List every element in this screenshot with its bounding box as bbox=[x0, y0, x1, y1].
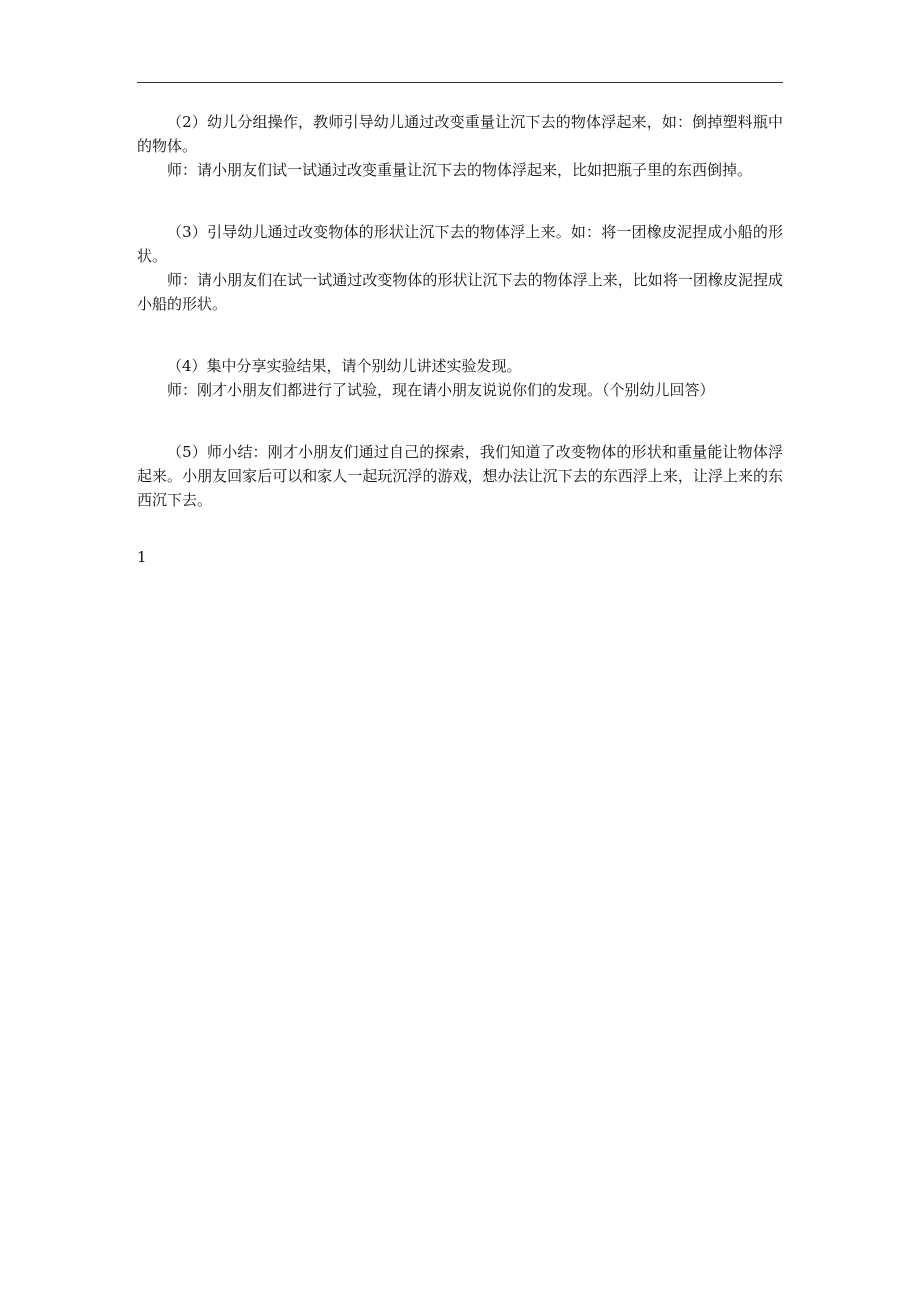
document-body bbox=[137, 110, 783, 512]
step-2-teacher-line: 师：请小朋友们试一试通过改变重量让沉下去的物体浮起来，比如把瓶子里的东西倒掉。 bbox=[167, 161, 753, 179]
step-4-teacher-line: 师：刚才小朋友们都进行了试验，现在请小朋友说说你们的发现。（个别幼儿回答） bbox=[167, 381, 715, 399]
paragraph-gap bbox=[137, 316, 783, 354]
page-number: 1 bbox=[137, 548, 147, 566]
step-4-paragraph: （4）集中分享实验结果，请个别幼儿讲述实验发现。 bbox=[167, 357, 522, 375]
step-3-paragraph: （3）引导幼儿通过改变物体的形状让沉下去的物体浮上来。如：将一团橡皮泥捏成小船的形状。 bbox=[137, 223, 783, 265]
step-5-summary-paragraph: （5）师小结：刚才小朋友们通过自己的探索，我们知道了改变物体的形状和重量能让物体浮起来。小朋友回家后可以和家人一起玩沉浮的游戏，想办法让沉下去的东西浮上来，让浮上来的东西沉下去。 bbox=[137, 443, 783, 509]
paragraph-gap bbox=[137, 402, 783, 440]
header-rule bbox=[137, 82, 783, 83]
step-3-teacher-line: 师：请小朋友们在试一试通过改变物体的形状让沉下去的物体浮上来，比如将一团橡皮泥捏成小船的形状。 bbox=[137, 271, 783, 313]
paragraph-gap bbox=[137, 182, 783, 220]
step-2-paragraph: （2）幼儿分组操作，教师引导幼儿通过改变重量让沉下去的物体浮起来，如：倒掉塑料瓶中的物体。 bbox=[137, 113, 783, 155]
